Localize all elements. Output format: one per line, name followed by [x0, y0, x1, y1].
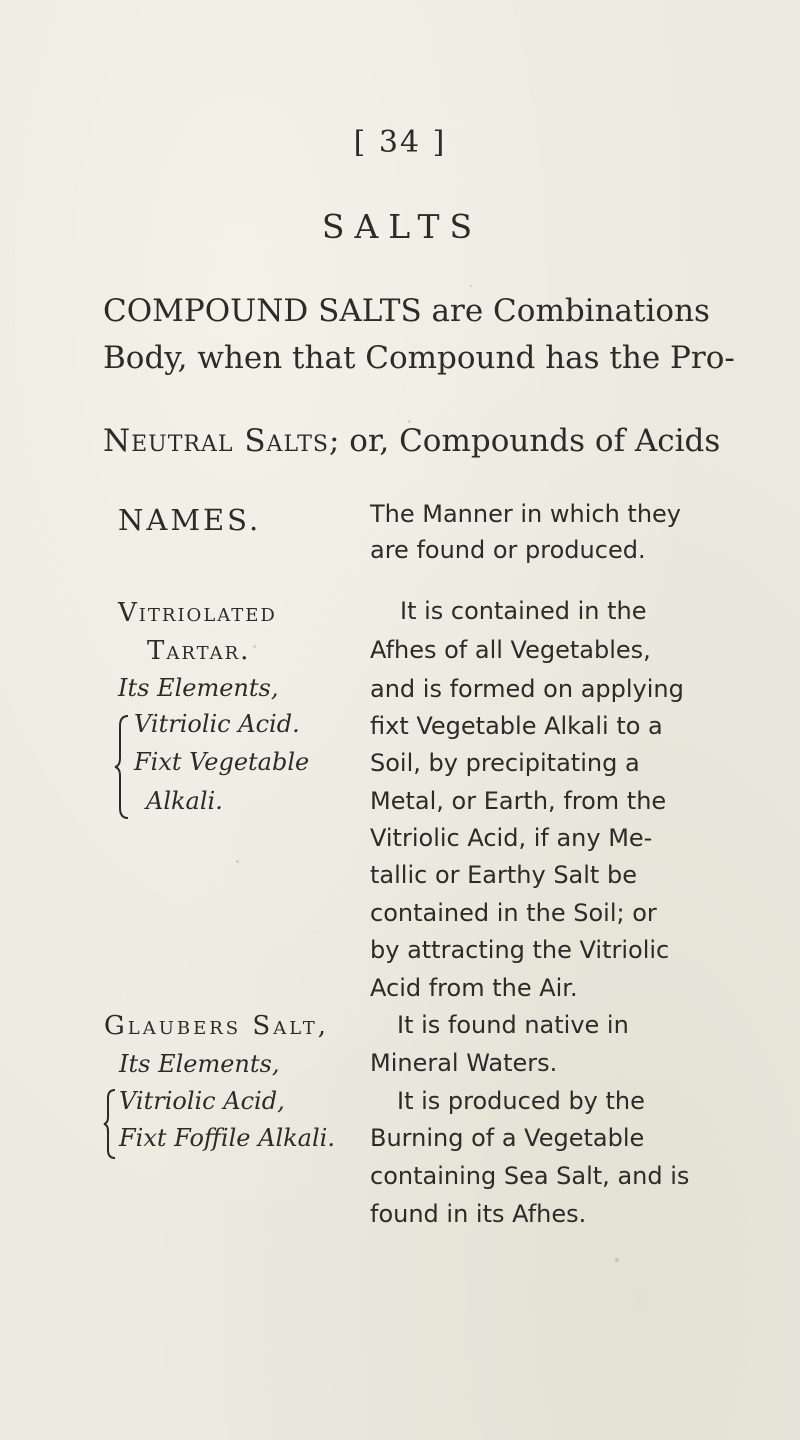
- entry1-desc-line: contained in the Soil; or: [370, 899, 657, 927]
- entry2-brace-icon: [103, 1087, 117, 1161]
- names-column-header: NAMES.: [118, 503, 262, 537]
- entry1-desc-line: Afhes of all Vegetables,: [370, 636, 651, 664]
- intro-line-3-rest: ; or, Compounds of Acids: [329, 423, 721, 459]
- entry2-name: Glaubers Salt,: [104, 1011, 329, 1041]
- intro-line-2: Body, when that Compound has the Pro-: [103, 340, 735, 376]
- manner-column-header-line-1: The Manner in which they: [370, 500, 682, 528]
- entry1-name-line-1: Vitriolated: [118, 598, 277, 628]
- entry1-desc-line: by attracting the Vitriolic: [370, 936, 670, 964]
- entry2-desc-line: containing Sea Salt, and is: [370, 1162, 690, 1190]
- entry1-element-1: Vitriolic Acid.: [134, 710, 300, 738]
- paper-speck: [615, 1258, 619, 1262]
- intro-line-3: [103, 423, 720, 459]
- entry1-desc-line: Vitriolic Acid, if any Me-: [370, 824, 653, 852]
- entry1-desc-line: and is formed on applying: [370, 675, 684, 703]
- entry2-element-1: Vitriolic Acid,: [119, 1087, 285, 1115]
- entry2-elements-label: Its Elements,: [119, 1050, 280, 1078]
- entry2-desc-line: found in its Afhes.: [370, 1200, 587, 1228]
- page-number: [ 34 ]: [353, 125, 447, 160]
- paper-speck: [408, 420, 411, 423]
- neutral-salts-term: Neutral Salts: [103, 423, 329, 459]
- entry1-desc-line: It is contained in the: [400, 597, 647, 625]
- entry1-brace-icon: [114, 712, 130, 822]
- entry2-desc-line: Mineral Waters.: [370, 1049, 558, 1077]
- entry1-desc-line: fixt Vegetable Alkali to a: [370, 712, 663, 740]
- paper-speck: [253, 645, 256, 648]
- section-heading: SALTS: [321, 207, 483, 246]
- entry1-element-2: Fixt Vegetable: [134, 748, 310, 776]
- entry1-desc-line: Metal, or Earth, from the: [370, 787, 667, 815]
- entry1-desc-line: Acid from the Air.: [370, 974, 578, 1002]
- entry1-elements-label: Its Elements,: [118, 674, 279, 702]
- entry2-desc-line: It is produced by the: [397, 1087, 645, 1115]
- entry2-element-2: Fixt Foffile Alkali.: [119, 1124, 335, 1152]
- intro-line-1: COMPOUND SALTS are Combinations: [103, 293, 710, 329]
- entry2-desc-line: It is found native in: [397, 1011, 629, 1039]
- entry1-desc-line: tallic or Earthy Salt be: [370, 861, 637, 889]
- entry1-element-3: Alkali.: [146, 787, 223, 815]
- paper-speck: [236, 860, 239, 863]
- entry1-name-line-2: Tartar.: [147, 636, 251, 666]
- entry2-desc-line: Burning of a Vegetable: [370, 1124, 645, 1152]
- manner-column-header-line-2: are found or produced.: [370, 536, 646, 564]
- paper-speck: [470, 285, 472, 287]
- entry1-desc-line: Soil, by precipitating a: [370, 749, 640, 777]
